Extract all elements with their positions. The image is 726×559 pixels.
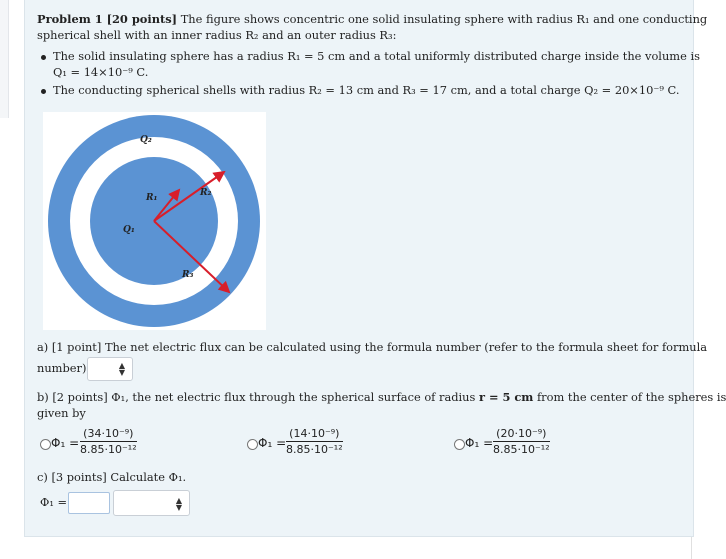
phi1-answer-input[interactable] bbox=[68, 492, 110, 514]
select-arrows-icon: ▲ ▼ bbox=[118, 361, 125, 377]
part-b-line1 bbox=[37, 389, 726, 405]
part-b-radius: r = 5 cm bbox=[478, 390, 534, 404]
option-1-fraction bbox=[80, 427, 137, 456]
option-1-denominator: 8.85·10⁻¹² bbox=[80, 443, 137, 456]
option-3-radio[interactable] bbox=[454, 439, 465, 450]
part-b-line2: given by bbox=[37, 406, 86, 420]
part-a-line1: a) [1 point] The net electric flux can be calculated using the formula number (refer to the formula sheet for formula bbox=[37, 340, 708, 354]
bullet2-line: The conducting spherical shells with radius R₂ = 13 cm and R₃ = 17 cm, and a total charge Q₂ = 20×10⁻⁹ C. bbox=[53, 83, 680, 97]
problem-intro-line2: spherical shell with an inner radius R₂ and an outer radius R₃: bbox=[37, 28, 397, 42]
select-arrows-icon: ▲ ▼ bbox=[175, 496, 182, 512]
option-2-denominator: 8.85·10⁻¹² bbox=[286, 443, 343, 456]
option-3-lhs: Φ₁ = bbox=[465, 436, 494, 450]
left-edge-panel bbox=[0, 0, 9, 118]
formula-number-select[interactable] bbox=[87, 357, 133, 381]
part-b-suffix: from the center of the spheres is bbox=[533, 390, 726, 404]
label-q1: Q₁ bbox=[123, 225, 135, 235]
label-q2: Q₂ bbox=[140, 135, 152, 145]
option-1-lhs: Φ₁ = bbox=[51, 436, 80, 450]
label-r3: R₃ bbox=[182, 270, 194, 280]
bullet-dot bbox=[41, 89, 46, 94]
option-2-radio[interactable] bbox=[247, 439, 258, 450]
part-c-label: Φ₁ = bbox=[40, 495, 68, 509]
option-3-numerator: (20·10⁻⁹) bbox=[493, 427, 550, 442]
part-c-text: c) [3 points] Calculate Φ₁. bbox=[37, 470, 187, 484]
problem-intro-text: The figure shows concentric one solid insulating sphere with radius R₁ and one conducting bbox=[180, 12, 708, 26]
part-a-line2: number) bbox=[37, 361, 87, 375]
option-2-lhs: Φ₁ = bbox=[258, 436, 287, 450]
bullet-dot bbox=[41, 55, 46, 60]
option-2-fraction bbox=[286, 427, 343, 456]
option-1-numerator: (34·10⁻⁹) bbox=[80, 427, 137, 442]
label-r1: R₁ bbox=[146, 193, 158, 203]
option-3-fraction bbox=[493, 427, 550, 456]
option-2-numerator: (14·10⁻⁹) bbox=[286, 427, 343, 442]
spheres-diagram bbox=[43, 112, 266, 330]
option-3-denominator: 8.85·10⁻¹² bbox=[493, 443, 550, 456]
concentric-spheres-figure bbox=[43, 112, 266, 330]
part-b-prefix: b) [2 points] Φ₁, the net electric flux through the spherical surface of radius bbox=[37, 390, 479, 404]
bullet1-line2: Q₁ = 14×10⁻⁹ C. bbox=[53, 65, 149, 79]
problem-intro-line1 bbox=[37, 11, 707, 27]
option-1-radio[interactable] bbox=[40, 439, 51, 450]
problem-heading: Problem 1 [20 points] bbox=[37, 12, 178, 26]
bullet1-line1: The solid insulating sphere has a radius R₁ = 5 cm and a total uniformly distributed charge inside the volume is bbox=[53, 49, 700, 63]
left-edge bbox=[0, 0, 9, 559]
label-r2: R₂ bbox=[200, 188, 212, 198]
phi1-unit-select[interactable] bbox=[113, 490, 190, 516]
